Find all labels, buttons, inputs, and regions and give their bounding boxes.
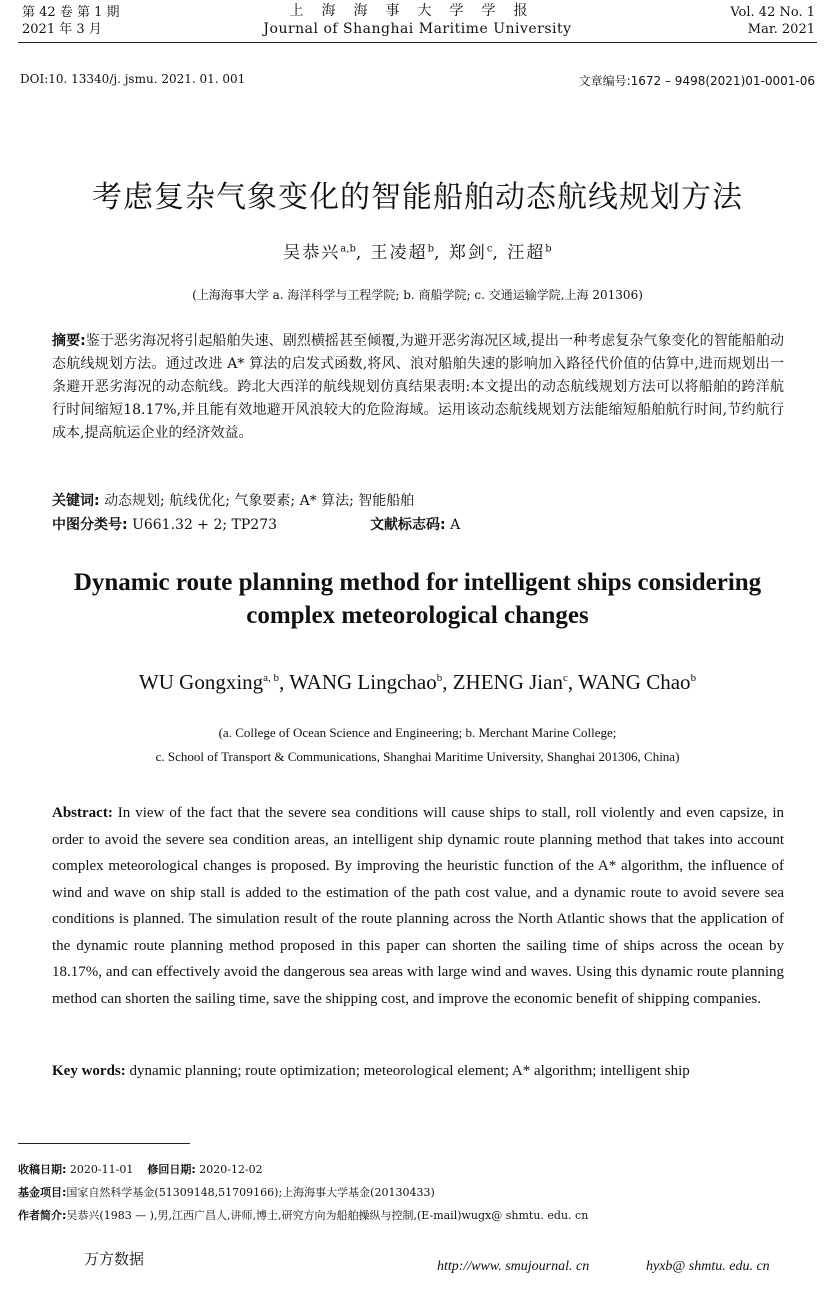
header-rule	[18, 42, 817, 43]
separator: ,	[434, 243, 449, 263]
separator: ,	[442, 670, 453, 694]
abstract-en-label: Abstract:	[52, 805, 113, 821]
author-en-2: WANG Lingchao	[289, 670, 437, 694]
affiliation-en-line2: c. School of Transport & Communications, Shanghai Maritime University, Shanghai 201306, China)	[155, 749, 680, 764]
author-list-en	[0, 670, 835, 695]
document-mark-label: 文献标志码:	[370, 517, 446, 533]
paper-title-en-text: Dynamic route planning method for intelligent ships considering complex meteorological changes	[73, 569, 762, 629]
header-volume-en	[730, 4, 815, 38]
separator: ,	[567, 670, 578, 694]
received-date: 2020-11-01	[69, 1163, 134, 1176]
keywords-cn	[52, 490, 414, 510]
paper-title-en	[0, 566, 835, 632]
author-cn-4-affil: b	[545, 243, 552, 255]
author-cn-1-affil: a,b	[340, 243, 356, 255]
keywords-cn-text: 动态规划; 航线优化; 气象要素; A* 算法; 智能船舶	[104, 493, 415, 509]
journal-email[interactable]: hyxb@ shmtu. edu. cn	[646, 1259, 770, 1274]
affiliation-cn: (上海海事大学 a. 海洋科学与工程学院; b. 商船学院; c. 交通运输学院,上海 201306)	[192, 288, 643, 302]
doi: DOI:10. 13340/j. jsmu. 2021. 01. 001	[20, 72, 246, 86]
fund-label: 基金项目:	[18, 1186, 67, 1199]
received-label: 收稿日期:	[18, 1163, 67, 1176]
paper-title-cn: 考虑复杂气象变化的智能船舶动态航线规划方法	[92, 180, 743, 215]
date-en: Mar. 2021	[747, 22, 815, 37]
keywords-en	[52, 1063, 792, 1080]
author-en-3: ZHENG Jian	[452, 670, 563, 694]
author-cn-4: 汪超	[507, 243, 546, 263]
fund-text: 国家自然科学基金(51309148,51709166);上海海事大学基金(20130433)	[66, 1186, 435, 1199]
author-cn-2-affil: b	[427, 243, 435, 255]
author-bio-text: 吴恭兴(1983 — ),男,江西广昌人,讲师,博士,研究方向为船舶操纵与控制,(E-mail)wugx@ shmtu. edu. cn	[66, 1209, 589, 1222]
author-list-cn	[0, 238, 835, 263]
date-cn: 2021 年 3 月	[22, 22, 102, 37]
author-en-1-affil: a, b	[263, 672, 280, 684]
separator: ,	[279, 670, 290, 694]
author-en-3-affil: c	[562, 672, 568, 684]
affiliation-en	[0, 721, 835, 769]
abstract-en	[52, 800, 784, 1012]
keywords-en-label: Key words:	[52, 1063, 126, 1079]
document-mark-code: A	[450, 517, 461, 533]
volume-issue-cn: 第 42 卷 第 1 期	[22, 5, 120, 20]
classification-code: U661.32 + 2; TP273	[132, 517, 278, 533]
author-en-2-affil: b	[436, 672, 443, 684]
footnote-dates	[18, 1161, 263, 1177]
header-journal	[0, 2, 835, 38]
classification-label: 中图分类号:	[52, 517, 128, 533]
journal-title-en: Journal of Shanghai Maritime University	[263, 21, 572, 37]
journal-title-cn: 上海海事大学学报	[289, 3, 546, 19]
author-cn-2: 王凌超	[370, 243, 428, 263]
revised-label: 修回日期:	[147, 1163, 196, 1176]
abstract-cn-text: 鉴于恶劣海况将引起船舶失速、剧烈横摇甚至倾覆,为避开恶劣海况区域,提出一种考虑复杂气象变化的智能船舶动态航线规划方法。通过改进 A* 算法的启发式函数,将风、浪对船舶失速的影响加入路径代价值的估算中,进而规划出一条避开恶劣海况的动态航线。跨北大西洋的航线规划仿真结果表明:本文提出的动态航线规划方法可以将船舶的跨洋航行时间缩短18.17%,并且能有效地避开风浪较大的危险海域。运用该动态航线规划方法能缩短船舶航行时间,节约航行成本,提高航运企业的经济效益。	[52, 333, 784, 441]
affiliation-en-line1: (a. College of Ocean Science and Engineering; b. Merchant Marine College;	[218, 725, 617, 740]
author-en-1: WU Gongxing	[138, 670, 264, 694]
separator: ,	[492, 243, 508, 263]
document-mark	[370, 514, 460, 534]
volume-issue-en: Vol. 42 No. 1	[730, 5, 815, 20]
author-cn-3: 郑剑	[448, 243, 487, 263]
abstract-cn-label: 摘要:	[52, 333, 86, 349]
footnote-fund	[18, 1184, 435, 1200]
keywords-en-text: dynamic planning; route optimization; meteorological element; A* algorithm; intelligent ship	[125, 1063, 690, 1079]
abstract-cn	[52, 330, 784, 445]
abstract-en-text: In view of the fact that the severe sea conditions will cause ships to stall, roll violently and even capsize, in order to avoid the severe sea condition areas, an intelligent ship dynamic route planning method that takes into account complex meteorological changes is proposed. By improving the heuristic function of the A* algorithm, the influence of wind and wave on ship stall is added to the estimation of the path cost value, and a dynamic route to avoid severe sea conditions is planned. The simulation result of the route planning across the North Atlantic shows that the application of the dynamic route planning method proposed in this paper can shorten the sailing time of ships across the ocean by 18.17%, and can effectively avoid the dangerous sea areas with large wind and waves. Using this dynamic route planning method can shorten the sailing time, save the shipping cost, and improve the economic benefit of shipping companies.	[52, 805, 784, 1007]
keywords-cn-label: 关键词:	[52, 493, 100, 509]
author-en-4: WANG Chao	[577, 670, 691, 694]
footnote-author	[18, 1207, 588, 1223]
author-cn-3-affil: c	[486, 243, 493, 255]
classification	[52, 514, 277, 534]
revised-date: 2020-12-02	[199, 1163, 263, 1176]
article-number: 文章编号:1672 – 9498(2021)01-0001-06	[578, 74, 815, 88]
author-cn-1: 吴恭兴	[283, 243, 341, 263]
separator: ,	[355, 243, 371, 263]
footnote-rule	[18, 1143, 190, 1144]
watermark: 万方数据	[84, 1250, 145, 1268]
author-bio-label: 作者简介:	[18, 1209, 67, 1222]
author-en-4-affil: b	[690, 672, 697, 684]
journal-url[interactable]: http://www. smujournal. cn	[437, 1259, 590, 1274]
